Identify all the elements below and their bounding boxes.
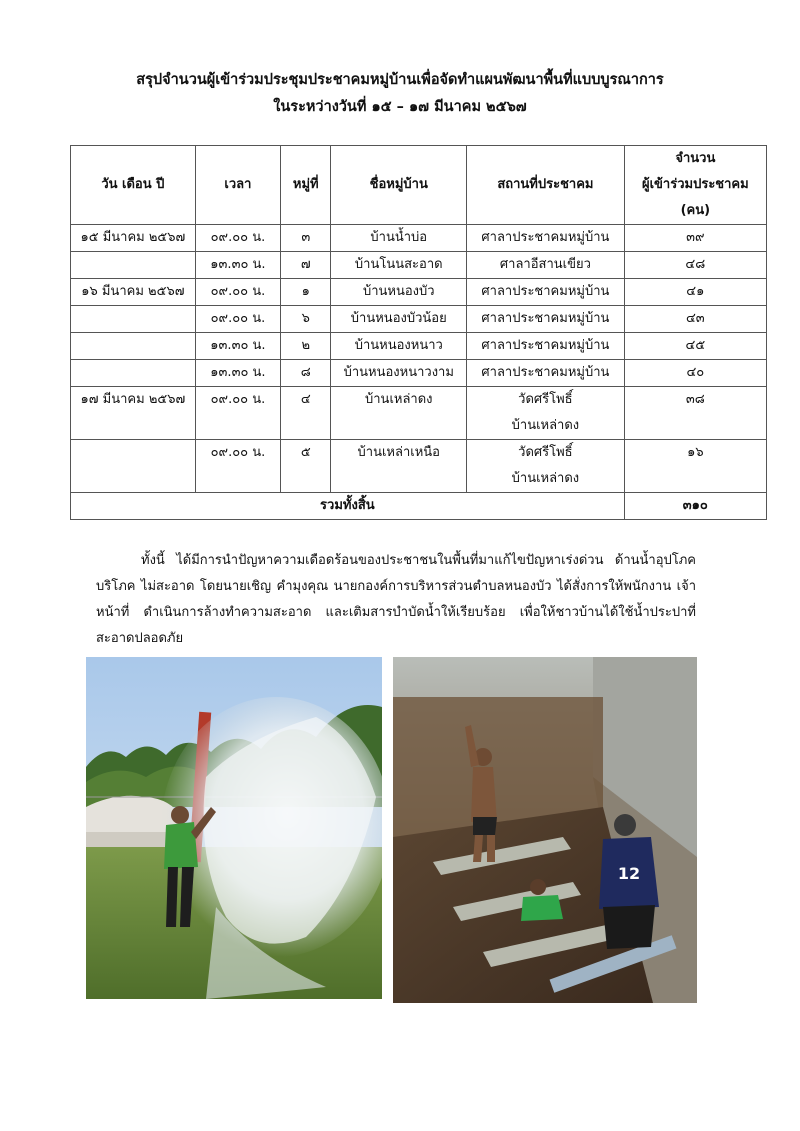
- header-count-line3: (คน): [680, 203, 711, 218]
- header-count: [624, 146, 766, 225]
- cell-time: ๑๓.๓๐ น.: [195, 252, 280, 279]
- total-value: ๓๑๐: [624, 493, 766, 520]
- table-row: [71, 252, 767, 279]
- cell-place-line2: บ้านเหล่าดง: [511, 418, 580, 433]
- header-place: สถานที่ประชาคม: [467, 146, 625, 225]
- cell-village: บ้านหนองบัวน้อย: [331, 306, 467, 333]
- cell-time: ๐๙.๐๐ น.: [195, 306, 280, 333]
- table-row: [71, 440, 767, 493]
- cell-date: ๑๕ มีนาคม ๒๕๖๗: [71, 225, 196, 252]
- cell-count: ๔๑: [624, 279, 766, 306]
- cell-time: ๑๓.๓๐ น.: [195, 360, 280, 387]
- cell-village: บ้านน้ำบ่อ: [331, 225, 467, 252]
- table-row: [71, 225, 767, 252]
- cell-place: ศาลาอีสานเขียว: [467, 252, 625, 279]
- cell-time: ๐๙.๐๐ น.: [195, 225, 280, 252]
- table-row: [71, 360, 767, 387]
- cell-moo: ๖: [281, 306, 331, 333]
- cell-time: ๐๙.๐๐ น.: [195, 279, 280, 306]
- cell-moo: ๓: [281, 225, 331, 252]
- cell-place: ศาลาประชาคมหมู่บ้าน: [467, 306, 625, 333]
- cell-place: [467, 440, 625, 493]
- cell-time: ๐๙.๐๐ น.: [195, 440, 280, 493]
- table-row: [71, 279, 767, 306]
- header-count-line1: จำนวน: [675, 151, 716, 166]
- cell-count: ๔๐: [624, 360, 766, 387]
- table-row: [71, 387, 767, 440]
- cell-village: บ้านหนองบัว: [331, 279, 467, 306]
- cell-place: [467, 387, 625, 440]
- cell-place-line1: วัดศรีโพธิ์: [518, 392, 573, 407]
- cell-date: [71, 333, 196, 360]
- cell-village: บ้านเหล่าเหนือ: [331, 440, 467, 493]
- photo-tank-cleaning: [393, 657, 697, 1003]
- cell-moo: ๗: [281, 252, 331, 279]
- cell-count: ๑๖: [624, 440, 766, 493]
- table-header-row: [71, 146, 767, 225]
- cell-moo: ๒: [281, 333, 331, 360]
- shirt-number: 12: [617, 864, 641, 883]
- cell-place: ศาลาประชาคมหมู่บ้าน: [467, 279, 625, 306]
- cell-count: ๔๓: [624, 306, 766, 333]
- header-date: วัน เดือน ปี: [71, 146, 196, 225]
- title-line-2: ในระหว่างวันที่ ๑๕ – ๑๗ มีนาคม ๒๕๖๗: [273, 99, 527, 115]
- cell-time: ๐๙.๐๐ น.: [195, 387, 280, 440]
- attendance-table: [70, 145, 767, 520]
- cell-village: บ้านเหล่าดง: [331, 387, 467, 440]
- table-row: [71, 306, 767, 333]
- cell-place: ศาลาประชาคมหมู่บ้าน: [467, 333, 625, 360]
- cell-moo: ๕: [281, 440, 331, 493]
- cell-place-line2: บ้านเหล่าดง: [511, 471, 580, 486]
- cell-date: [71, 306, 196, 333]
- table-row: [71, 333, 767, 360]
- cell-village: บ้านหนองหนาวงาม: [331, 360, 467, 387]
- header-count-line2: ผู้เข้าร่วมประชาคม: [641, 177, 749, 192]
- cell-village: บ้านโนนสะอาด: [331, 252, 467, 279]
- cell-place: ศาลาประชาคมหมู่บ้าน: [467, 225, 625, 252]
- header-village: ชื่อหมู่บ้าน: [331, 146, 467, 225]
- cell-count: ๔๕: [624, 333, 766, 360]
- body-paragraph: ทั้งนี้ ได้มีการนำปัญหาความเดือดร้อนของประชาชนในพื้นที่มาแก้ไขปัญหาเร่งด่วน ด้านน้ำอุปโภค บริโภค ไม่สะอาด โดยนายเชิญ คำมุงคุณ นายกองค์การบริหารส่วนตำบลหนองบัว ได้สั่งการให้พนักงาน เจ้าหน้าที่ ดำเนินการล้างทำความสะอาด และเติมสารบำบัดน้ำให้เรียบร้อย เพื่อให้ชาวบ้านได้ใช้น้ำประปาที่ สะอาดปลอดภัย: [96, 553, 696, 646]
- cell-place: ศาลาประชาคมหมู่บ้าน: [467, 360, 625, 387]
- title-line-1: สรุปจำนวนผู้เข้าร่วมประชุมประชาคมหมู่บ้านเพื่อจัดทำแผนพัฒนาพื้นที่แบบบูรณาการ: [136, 72, 664, 88]
- cell-time: ๑๓.๓๐ น.: [195, 333, 280, 360]
- cell-date: [71, 440, 196, 493]
- cell-count: ๔๘: [624, 252, 766, 279]
- cell-count: ๓๘: [624, 387, 766, 440]
- cell-village: บ้านหนองหนาว: [331, 333, 467, 360]
- cell-date: [71, 360, 196, 387]
- cell-date: ๑๖ มีนาคม ๒๕๖๗: [71, 279, 196, 306]
- photo-water-spray: [86, 657, 382, 999]
- cell-moo: ๑: [281, 279, 331, 306]
- cell-date: [71, 252, 196, 279]
- total-row: [71, 493, 767, 520]
- total-label: รวมทั้งสิ้น: [71, 493, 625, 520]
- cell-moo: ๘: [281, 360, 331, 387]
- cell-moo: ๔: [281, 387, 331, 440]
- cell-count: ๓๙: [624, 225, 766, 252]
- header-time: เวลา: [195, 146, 280, 225]
- header-moo: หมู่ที่: [281, 146, 331, 225]
- cell-place-line1: วัดศรีโพธิ์: [518, 445, 573, 460]
- cell-date: ๑๗ มีนาคม ๒๕๖๗: [71, 387, 196, 440]
